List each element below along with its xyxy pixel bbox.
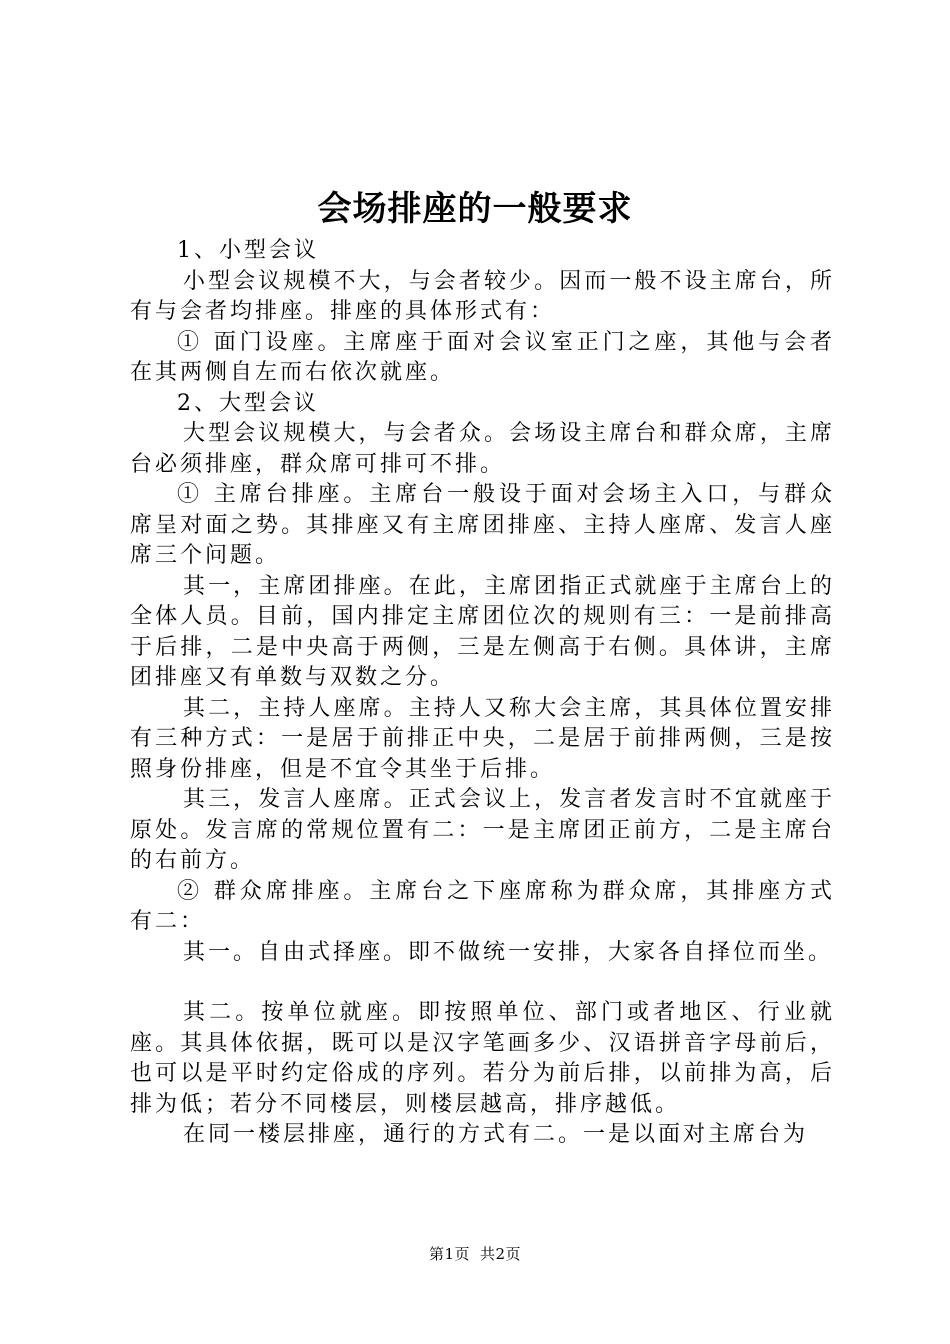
section-heading-small-meeting: 1、小型会议: [177, 238, 319, 263]
paragraph: 其一。自由式择座。即不做统一安排，大家各自择位而坐。: [183, 939, 834, 965]
paragraph: 其一，主席团排座。在此，主席团指正式就座于主席台上的全体人员。目前，国内排定主席团位次的规则有三：一是前排高于后排，二是中央高于两侧，三是左侧高于右侧。具体讲，主席团排座又有单数与双数之分。: [130, 573, 835, 690]
paragraph: 其二，主持人座席。主持人又称大会主席，其具体位置安排有三种方式：一是居于前排正中央，二是居于前排两侧，三是按照身份排座，但是不宜令其坐于后排。: [130, 695, 835, 782]
page-total: 共2页: [480, 1245, 522, 1263]
paragraph: 大型会议规模大，与会者众。会场设主席台和群众席，主席台必须排座，群众席可排可不排。: [130, 421, 835, 477]
page-number: 第1页: [428, 1245, 470, 1263]
list-item: ② 群众席排座。主席台之下座席称为群众席，其排座方式有二：: [130, 878, 835, 934]
section-heading-large-meeting: 2、大型会议: [177, 390, 319, 416]
paragraph: 其三，发言人座席。正式会议上，发言者发言时不宜就座于原处。发言席的常规位置有二：一是主席团正前方，二是主席台的右前方。: [130, 787, 835, 873]
paragraph: 小型会议规模不大，与会者较少。因而一般不设主席台，所有与会者均排座。排座的具体形式有：: [130, 268, 835, 324]
paragraph: 在同一楼层排座，通行的方式有二。一是以面对主席台为: [183, 1122, 809, 1147]
document-body: [130, 236, 835, 1151]
paragraph: 其二。按单位就座。即按照单位、部门或者地区、行业就座。其具体依据，既可以是汉字笔画多少、汉语拼音字母前后，也可以是平时约定俗成的序列。若分为前后排，以前排为高，后排为低；若分不同楼层，则楼层越高，排序越低。: [130, 1000, 835, 1117]
list-item: ① 面门设座。主席座于面对会议室正门之座，其他与会者在其两侧自左而右依次就座。: [130, 329, 835, 385]
list-item: ① 主席台排座。主席台一般设于面对会场主入口，与群众席呈对面之势。其排座又有主席团排座、主持人座席、发言人座席三个问题。: [130, 482, 835, 568]
page-title: 会场排座的一般要求: [317, 189, 633, 229]
page-footer: [0, 1244, 950, 1264]
